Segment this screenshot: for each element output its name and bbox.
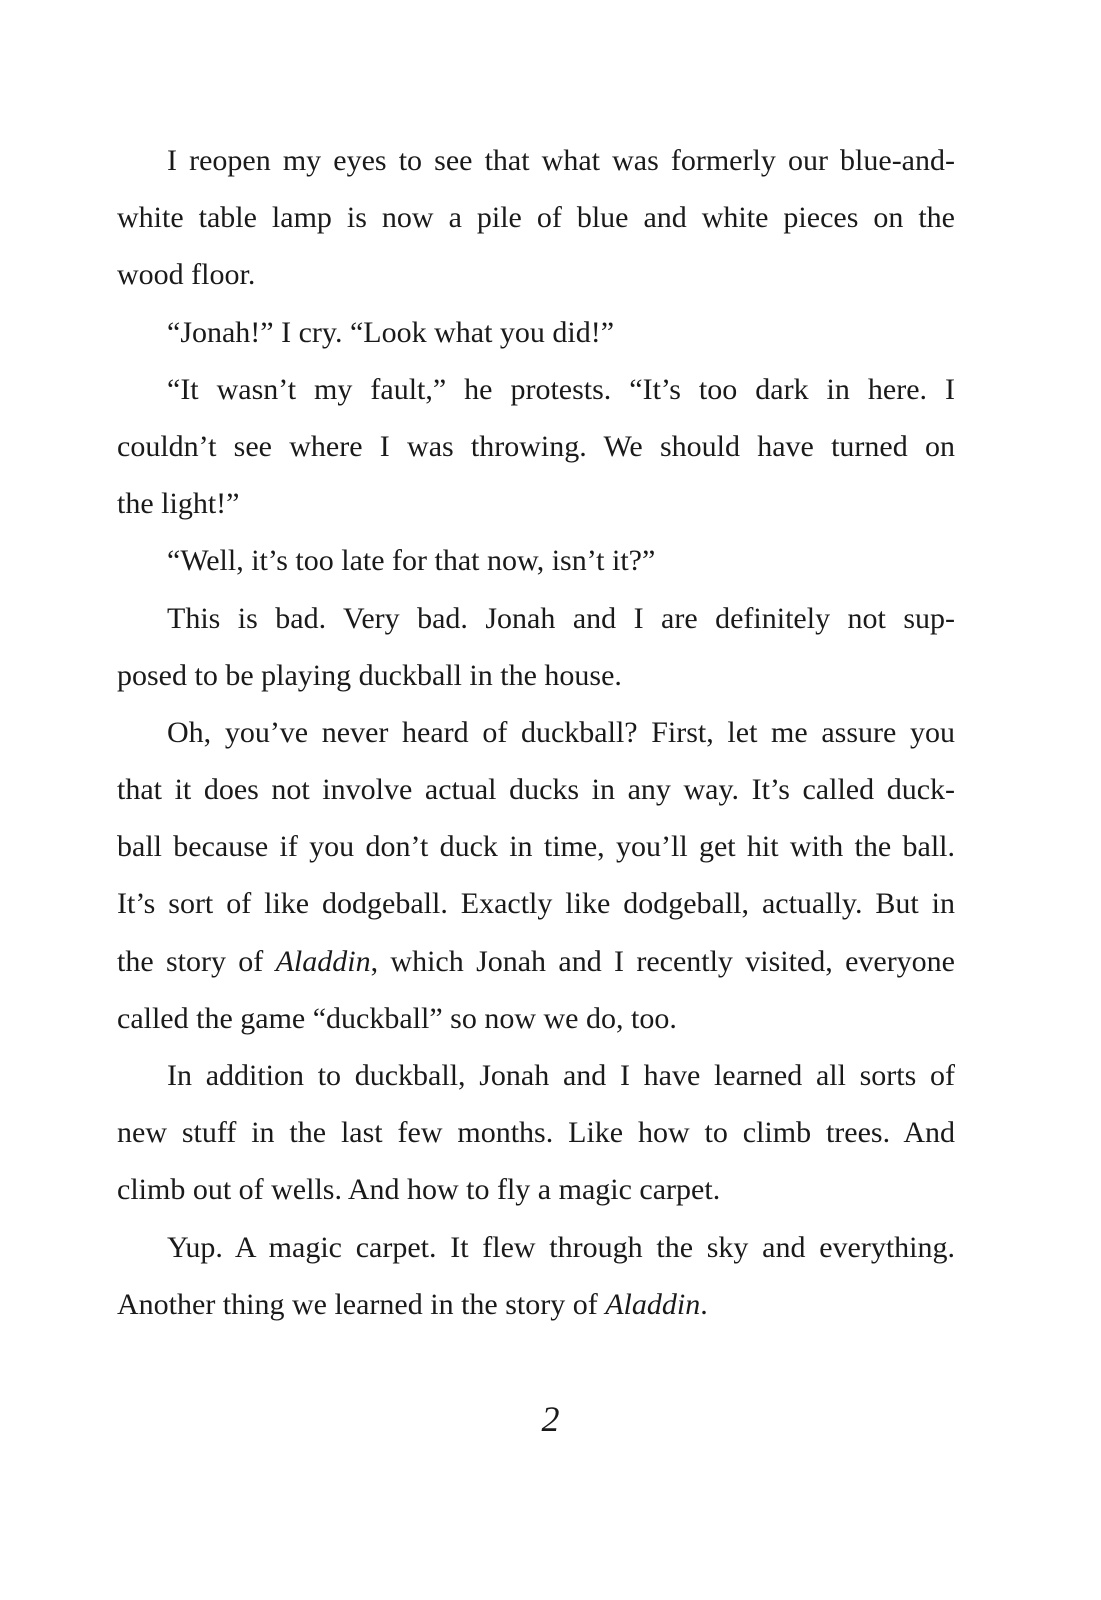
text-segment: . (700, 1287, 708, 1321)
book-title: Aladdin (275, 944, 371, 978)
text-line: white table lamp is now a pile of blue and white pieces on the (117, 201, 955, 235)
text-line: Yup. A magic carpet. It flew through the sky and everything. (167, 1230, 955, 1264)
text-line: called the game “duckball” so now we do, too. (117, 1001, 677, 1035)
text-line: “Jonah!” I cry. “Look what you did!” (167, 315, 615, 349)
text-line: It’s sort of like dodgeball. Exactly like dodgeball, actually. But in (117, 887, 955, 921)
text-line: Oh, you’ve never heard of duckball? First, let me assure you (167, 715, 955, 749)
page-body (117, 132, 955, 1333)
text-line: couldn’t see where I was throwing. We should have turned on (117, 429, 955, 463)
text-segment: Another thing we learned in the story of (117, 1287, 606, 1321)
text-line: wood floor. (117, 258, 256, 292)
text-line: climb out of wells. And how to fly a magic carpet. (117, 1173, 721, 1207)
text-line: In addition to duckball, Jonah and I have learned all sorts of (167, 1059, 955, 1092)
text-segment: , which Jonah and I recently visited, everyone (370, 944, 956, 978)
text-line: This is bad. Very bad. Jonah and I are definitely not sup- (167, 601, 955, 635)
text-line: ball because if you don’t duck in time, you’ll get hit with the ball. (117, 830, 955, 864)
text-line (117, 933, 955, 990)
text-line: the light!” (117, 487, 240, 521)
text-line: “Well, it’s too late for that now, isn’t it?” (167, 544, 656, 578)
text-line: “It wasn’t my fault,” he protests. “It’s too dark in here. I (167, 372, 955, 406)
book-title: Aladdin (605, 1287, 701, 1321)
text-line: new stuff in the last few months. Like how to climb trees. And (117, 1116, 955, 1150)
text-line (117, 1276, 955, 1333)
text-segment: the story of (117, 944, 276, 978)
page-number: 2 (541, 1399, 560, 1439)
text-line: that it does not involve actual ducks in any way. It’s called duck- (117, 773, 955, 807)
text-line: posed to be playing duckball in the house. (117, 658, 622, 692)
text-line: I reopen my eyes to see that what was formerly our blue-and- (167, 144, 955, 177)
